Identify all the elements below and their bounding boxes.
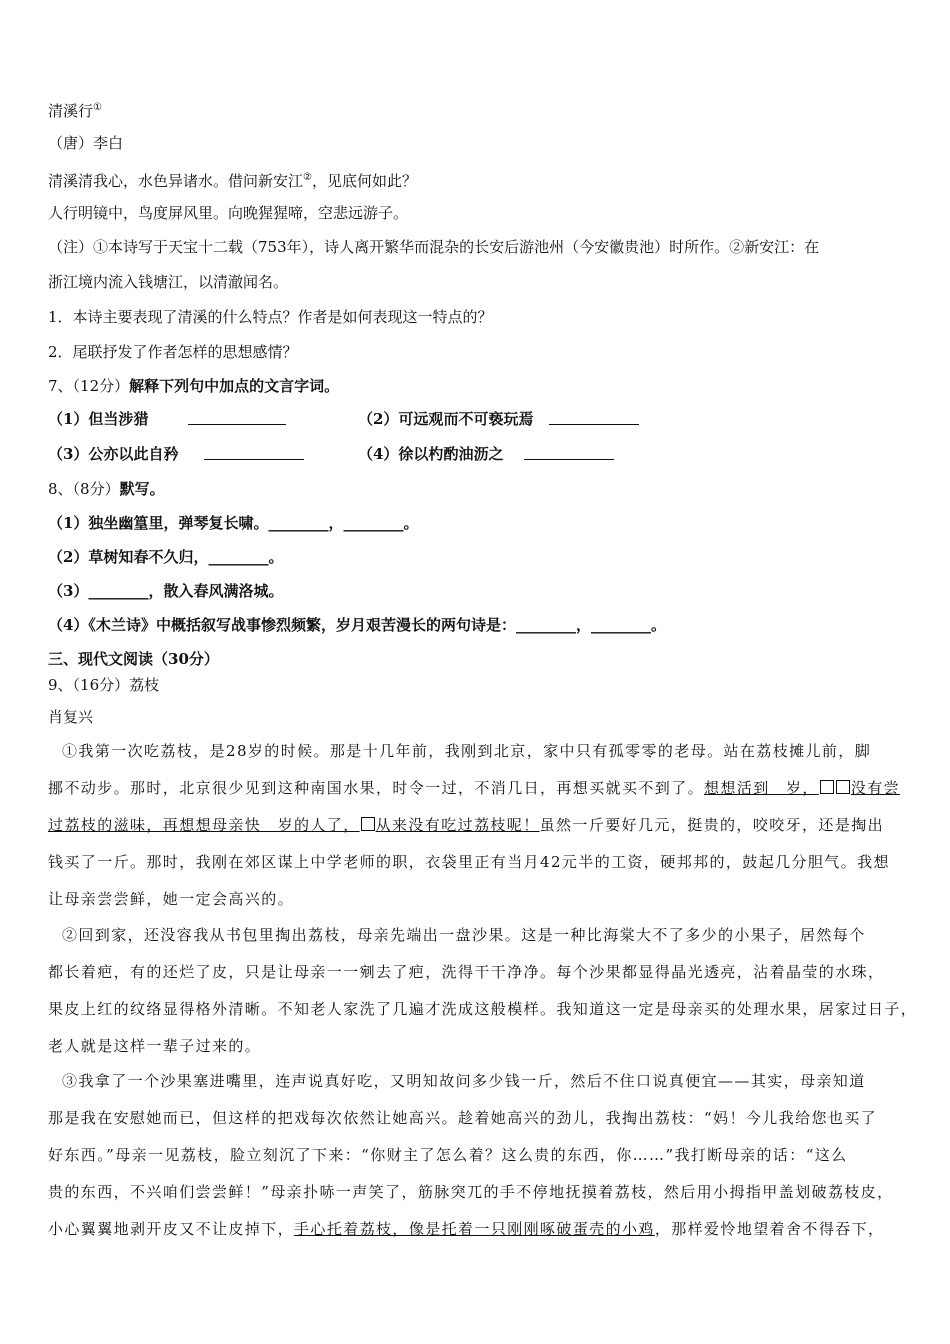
para-2-line-1: ②回到家，还没容我从书包里掏出荔枝，母亲先端出一盘沙果。这是一种比海棠大不了多少的小果子，居然每个	[62, 926, 866, 944]
para-1-line-1: ①我第一次吃荔枝，是28岁的时候。那是十几年前，我刚到北京，家中只有孤零零的老母。站在荔枝摊儿前，脚	[62, 742, 872, 760]
question-7-heading: 7、（12分）解释下列句中加点的文言字词。	[48, 377, 340, 395]
article-author: 肖复兴	[48, 708, 94, 726]
q7-answer-blank-3[interactable]	[204, 445, 304, 460]
poem-question-2: 2．尾联抒发了作者怎样的思想感情？	[48, 343, 298, 361]
para-3-line-4: 贵的东西，不兴咱们尝尝鲜！”母亲扑哧一声笑了，筋脉突兀的手不停地抚摸着荔枝，然后用小拇指甲盖划破荔枝皮，	[48, 1183, 894, 1201]
para-1-line-5: 让母亲尝尝鲜，她一定会高兴的。	[48, 890, 295, 908]
poem-line-2: 人行明镜中，鸟度屏风里。向晚猩猩啼，空悲远游子。	[48, 204, 409, 222]
underlined-sentence: 手心托着荔枝，像是托着一只刚刚啄破蛋壳的小鸡	[294, 1220, 655, 1238]
q8-blank[interactable]: ________	[515, 616, 576, 634]
para-1-line-4: 钱买了一斤。那时，我刚在郊区谋上中学老师的职，衣袋里正有当月42元半的工资，硬邦邦的，鼓起几分胆气。我想	[48, 853, 890, 871]
q7-item-1: （1）但当涉猎	[48, 410, 149, 428]
missing-char-box	[361, 817, 375, 831]
poem-dynasty-author: （唐）李白	[48, 134, 124, 152]
q8-blank[interactable]: ________	[590, 616, 651, 634]
q7-answer-blank-2[interactable]	[549, 410, 639, 425]
q7-item-3: （3）公亦以此自矜	[48, 445, 179, 463]
q7-item-2: （2）可远观而不可亵玩焉	[358, 410, 534, 428]
missing-char-box	[820, 780, 834, 794]
q8-blank[interactable]: ________	[88, 582, 149, 600]
question-9-heading: 9、（16分）荔枝	[48, 676, 160, 694]
q8-blank[interactable]: ________	[208, 548, 269, 566]
para-2-line-4: 老人就是这样一辈子过来的。	[48, 1037, 262, 1055]
footnote-mark: ①	[93, 102, 102, 113]
para-2-line-3: 果皮上红的纹络显得格外清晰。不知老人家洗了几遍才洗成这般模样。我知道这一定是母亲买的处理水果，居家过日子，	[48, 1000, 918, 1018]
question-8-heading: 8、（8分）默写。	[48, 480, 165, 498]
q8-blank[interactable]: ________	[343, 514, 404, 532]
para-1-line-3: 过荔枝的滋味，再想想母亲快 岁的人了， 从来没有吃过荔枝呢！虽然一斤要好几元，挺贵的，咬咬牙，还是掏出	[48, 816, 885, 834]
para-3-line-2: 那是我在安慰她而已，但这样的把戏每次依然让她高兴。趁着她高兴的劲儿，我掏出荔枝：“妈！今儿我给您也买了	[48, 1109, 878, 1127]
footnote-mark: ②	[303, 172, 312, 183]
q8-item-4: （4）《木兰诗》中概括叙写战事惨烈频繁，岁月艰苦漫长的两句诗是：________，________。	[48, 616, 666, 634]
para-3-line-3: 好东西。”母亲一见荔枝，脸立刻沉了下来：“你财主了怎么着？这么贵的东西，你……”我打断母亲的话：“这么	[48, 1146, 848, 1164]
poem-note-line-2: 浙江境内流入钱塘江，以清澈闻名。	[48, 273, 289, 291]
missing-char-box	[836, 780, 850, 794]
q7-answer-blank-1[interactable]	[188, 410, 286, 425]
q8-item-2: （2）草树知春不久归，________。	[48, 548, 284, 566]
para-1-line-2: 挪不动步。那时，北京很少见到这种南国水果，时令一过，不消几日，再想买就买不到了。想想活到 岁， 没有尝	[48, 779, 901, 797]
poem-line-1: 清溪清我心，水色异诸水。借问新安江②，见底何如此？	[48, 172, 417, 190]
q8-blank[interactable]: ________	[268, 514, 329, 532]
para-2-line-2: 都长着疤，有的还烂了皮，只是让母亲一一剜去了疤，洗得干干净净。每个沙果都显得晶光透亮，沾着晶莹的水珠，	[48, 963, 885, 981]
para-3-line-5: 小心翼翼地剥开皮又不让皮掉下，手心托着荔枝，像是托着一只刚刚啄破蛋壳的小鸡，那样爱怜地望着舍不得吞下，	[48, 1220, 885, 1238]
q7-answer-blank-4[interactable]	[524, 445, 614, 460]
section-3-title: 三、现代文阅读（30分）	[48, 650, 219, 668]
poem-question-1: 1．本诗主要表现了清溪的什么特点？作者是如何表现这一特点的？	[48, 308, 493, 326]
poem-note-line-1: （注）①本诗写于天宝十二载（753年），诗人离开繁华而混杂的长安后游池州（今安徽贵池）时所作。②新安江：在	[48, 238, 820, 256]
para-3-line-1: ③我拿了一个沙果塞进嘴里，连声说真好吃，又明知故问多少钱一斤，然后不住口说真便宜——其实，母亲知道	[62, 1072, 866, 1090]
q7-item-4: （4）徐以杓酌油沥之	[358, 445, 504, 463]
q8-item-1: （1）独坐幽篁里，弹琴复长啸。________，________。	[48, 514, 419, 532]
poem-title: 清溪行①	[48, 102, 102, 120]
q8-item-3: （3）________，散入春风满洛城。	[48, 582, 284, 600]
